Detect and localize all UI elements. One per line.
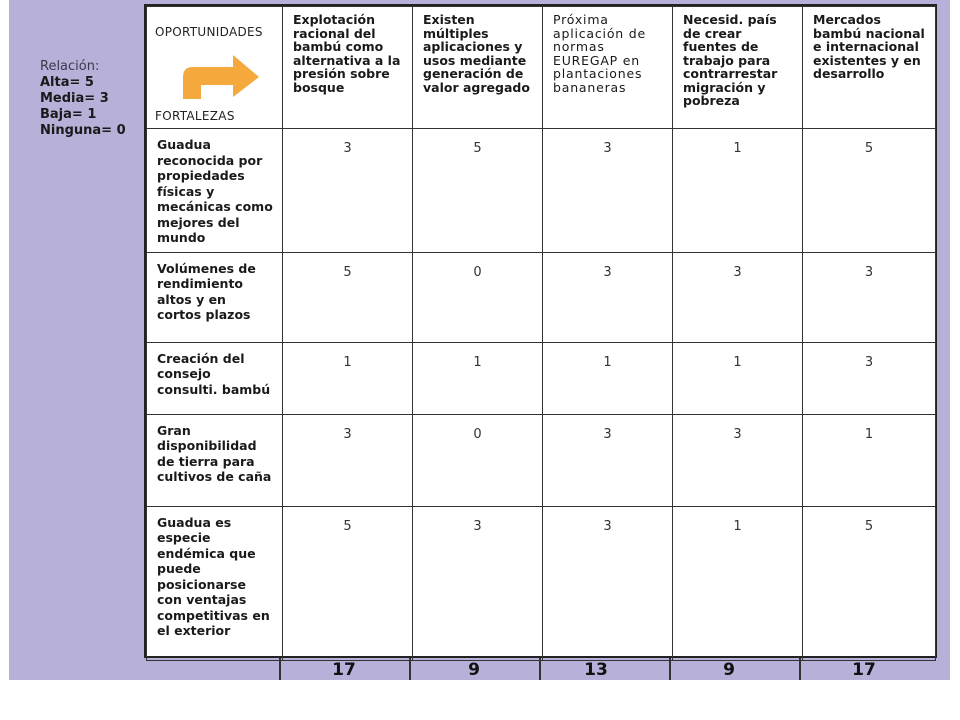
total-value: 17 bbox=[332, 660, 356, 680]
legend-item-baja: Baja= 1 bbox=[40, 107, 97, 122]
score-cell: 1 bbox=[673, 342, 803, 414]
strength-label: Creación del consejo consulti. bambú bbox=[147, 342, 283, 414]
score-cell: 5 bbox=[803, 129, 936, 253]
relation-legend bbox=[40, 59, 126, 139]
score-cell: 1 bbox=[673, 506, 803, 660]
strengths-axis-label: FORTALEZAS bbox=[155, 109, 235, 123]
total-value: 9 bbox=[468, 660, 480, 680]
score-cell: 5 bbox=[283, 252, 413, 342]
header-row bbox=[147, 7, 936, 129]
foda-matrix-table bbox=[146, 6, 936, 661]
arrow-right-icon bbox=[175, 51, 263, 101]
legend-item-ninguna: Ninguna= 0 bbox=[40, 123, 126, 138]
totals-divider bbox=[409, 658, 411, 680]
strength-label: Guadua reconocida por propiedades físicas y mecánicas como mejores del mundo bbox=[147, 129, 283, 253]
score-cell: 3 bbox=[283, 129, 413, 253]
score-cell: 3 bbox=[413, 506, 543, 660]
score-cell: 3 bbox=[673, 414, 803, 506]
opportunity-header-3: Próxima aplicación de normas EUREGAP en plantaciones bananeras bbox=[543, 7, 673, 129]
strength-label: Volúmenes de rendimiento altos y en cortos plazos bbox=[147, 252, 283, 342]
corner-cell bbox=[147, 7, 283, 129]
opportunity-header-1: Explotación racional del bambú como alternativa a la presión sobre bosque bbox=[283, 7, 413, 129]
score-cell: 1 bbox=[673, 129, 803, 253]
score-cell: 3 bbox=[543, 129, 673, 253]
total-value: 17 bbox=[852, 660, 876, 680]
total-value: 9 bbox=[723, 660, 735, 680]
matrix-sheet bbox=[144, 4, 937, 658]
totals-divider bbox=[539, 658, 541, 680]
strength-label: Gran disponibilidad de tierra para cultivos de caña bbox=[147, 414, 283, 506]
total-value: 13 bbox=[584, 660, 608, 680]
totals-row bbox=[144, 658, 937, 680]
score-cell: 3 bbox=[543, 252, 673, 342]
score-cell: 5 bbox=[803, 506, 936, 660]
table-row bbox=[147, 506, 936, 660]
score-cell: 3 bbox=[803, 252, 936, 342]
score-cell: 3 bbox=[543, 414, 673, 506]
score-cell: 3 bbox=[543, 506, 673, 660]
score-cell: 0 bbox=[413, 252, 543, 342]
legend-title: Relación: bbox=[40, 59, 100, 74]
totals-divider bbox=[669, 658, 671, 680]
score-cell: 1 bbox=[803, 414, 936, 506]
score-cell: 1 bbox=[543, 342, 673, 414]
score-cell: 3 bbox=[673, 252, 803, 342]
table-row bbox=[147, 342, 936, 414]
table-row bbox=[147, 129, 936, 253]
totals-divider bbox=[279, 658, 281, 680]
opportunity-header-4: Necesid. país de crear fuentes de trabajo para contrarrestar migración y pobreza bbox=[673, 7, 803, 129]
strength-label: Guadua es especie endémica que puede posicionarse con ventajas competitivas en el exterior bbox=[147, 506, 283, 660]
opportunity-header-5: Mercados bambú nacional e internacional existentes y en desarrollo bbox=[803, 7, 936, 129]
opportunities-axis-label: OPORTUNIDADES bbox=[155, 25, 263, 39]
score-cell: 3 bbox=[283, 414, 413, 506]
score-cell: 1 bbox=[283, 342, 413, 414]
score-cell: 5 bbox=[413, 129, 543, 253]
table-row bbox=[147, 252, 936, 342]
opportunity-header-2: Existen múltiples aplicaciones y usos mediante generación de valor agregado bbox=[413, 7, 543, 129]
score-cell: 0 bbox=[413, 414, 543, 506]
score-cell: 3 bbox=[803, 342, 936, 414]
score-cell: 5 bbox=[283, 506, 413, 660]
legend-item-alta: Alta= 5 bbox=[40, 75, 94, 90]
table-row bbox=[147, 414, 936, 506]
score-cell: 1 bbox=[413, 342, 543, 414]
legend-item-media: Media= 3 bbox=[40, 91, 109, 106]
totals-divider bbox=[799, 658, 801, 680]
